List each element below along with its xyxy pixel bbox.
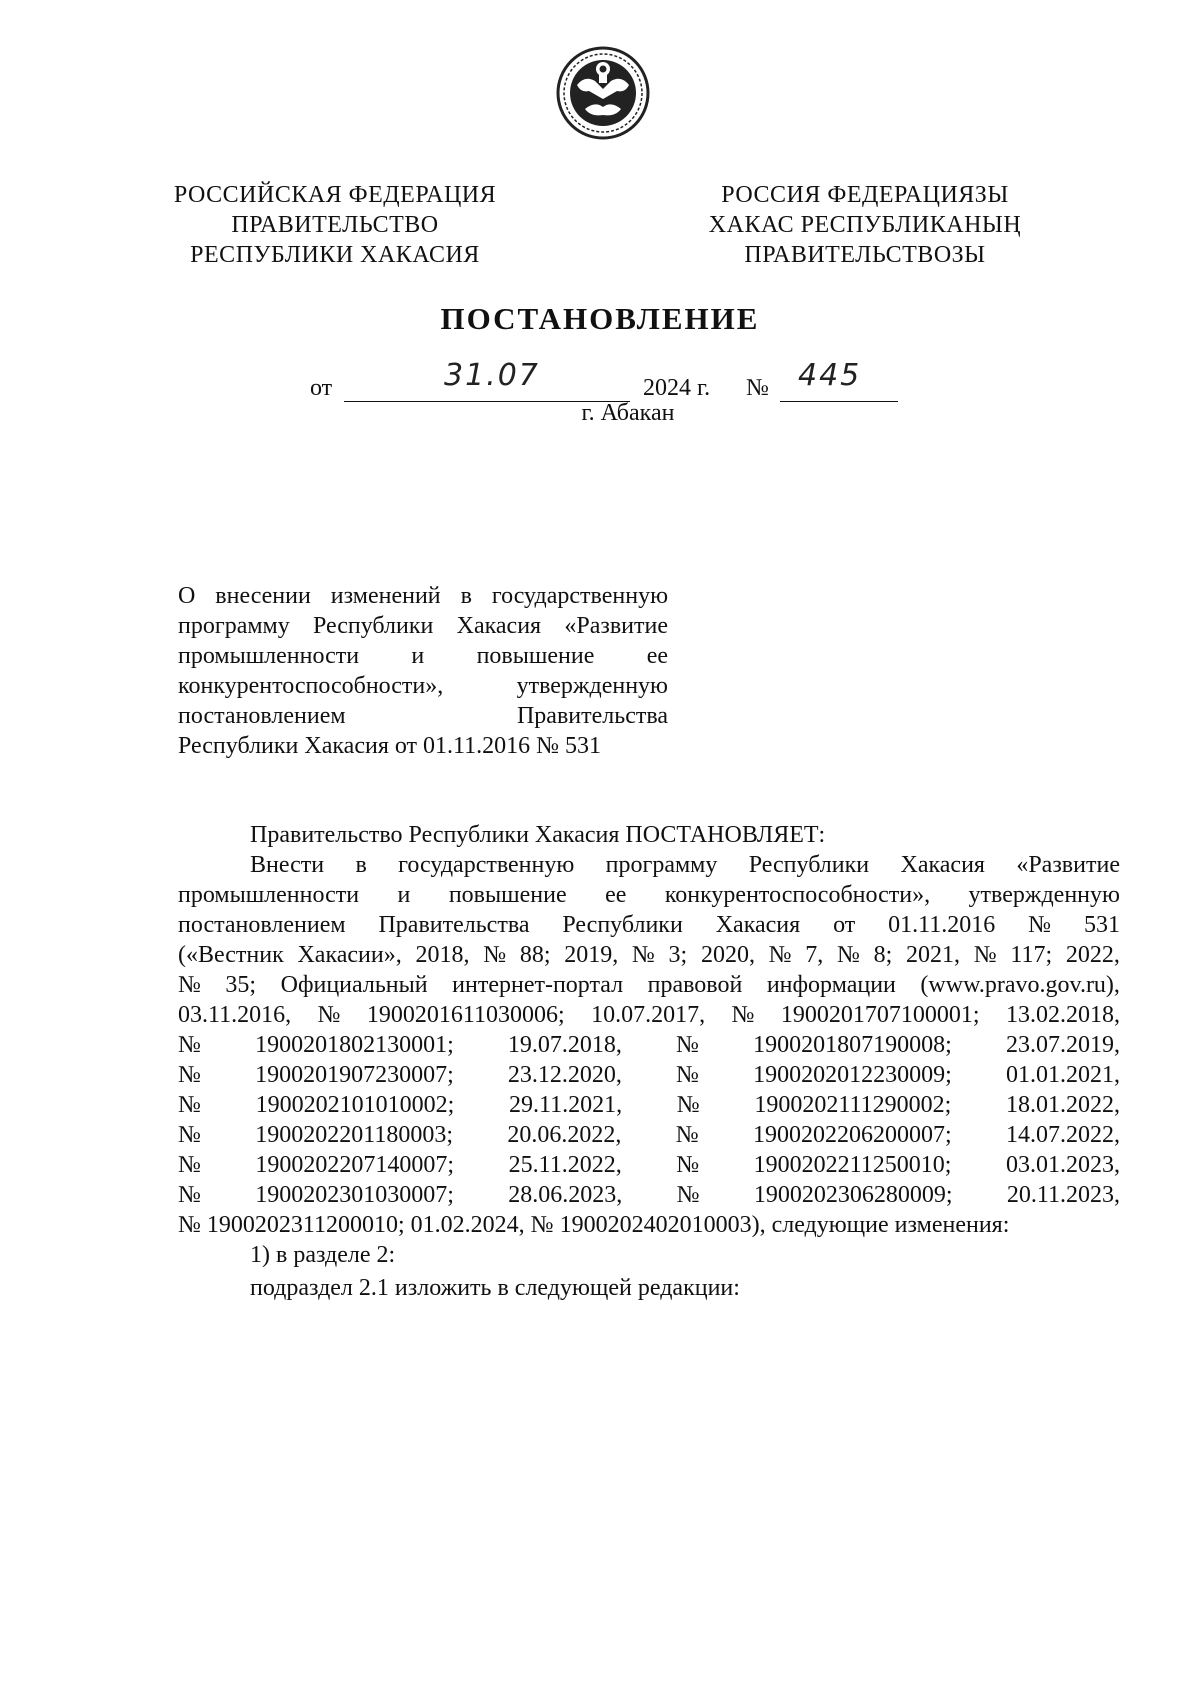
word: 3;: [668, 942, 688, 968]
list-item-2: подраздел 2.1 изложить в следующей редакции:: [250, 1275, 740, 1301]
number-sign: №: [746, 375, 769, 401]
word: 1900202111290002;: [754, 1092, 952, 1118]
body-line: [178, 970, 1120, 1000]
issuer-header-russian: [135, 180, 535, 270]
word: 18.01.2022,: [1006, 1092, 1120, 1118]
word: 20.11.2023,: [1006, 1182, 1120, 1208]
body-line: [178, 1180, 1120, 1210]
word: №: [675, 1122, 699, 1148]
word: внесении: [215, 583, 311, 609]
word: №: [178, 1092, 201, 1118]
body-line: [178, 940, 1120, 970]
word: 23.12.2020,: [507, 1062, 622, 1088]
header-line: ПРАВИТЕЛЬСТВО: [231, 212, 439, 238]
date-prefix: от: [310, 375, 333, 401]
word: Правительства: [516, 703, 668, 729]
word: 1900202301030007;: [255, 1182, 454, 1208]
word: информации: [766, 972, 896, 998]
body-line: [178, 1150, 1120, 1180]
word: 20.06.2022,: [507, 1122, 622, 1148]
body-line: [178, 880, 1120, 910]
subject-line: Республики Хакасия от 01.11.2016 № 531: [178, 733, 602, 759]
header-line: ХАКАС РЕСПУБЛИКАНЫҢ: [708, 212, 1022, 238]
word: 25.11.2022,: [508, 1152, 622, 1178]
word: постановлением: [178, 703, 346, 729]
word: 03.01.2023,: [1005, 1152, 1120, 1178]
word: от: [833, 912, 856, 938]
word: 1900201807190008;: [753, 1032, 952, 1058]
word: 28.06.2023,: [508, 1182, 623, 1208]
word: 14.07.2022,: [1005, 1122, 1120, 1148]
word: в: [355, 852, 367, 878]
word: постановлением: [178, 912, 346, 938]
word: 01.01.2021,: [1005, 1062, 1120, 1088]
number-field: [780, 358, 898, 402]
word: 1900202207140007;: [255, 1152, 455, 1178]
word: №: [178, 1122, 201, 1148]
word: государственную: [398, 852, 575, 878]
word: 2019,: [564, 942, 619, 968]
word: №: [317, 1002, 341, 1028]
word: правовой: [647, 972, 743, 998]
word: 2020,: [700, 942, 755, 968]
word: 2022,: [1065, 942, 1120, 968]
body-line: [178, 850, 1120, 880]
word: №: [837, 942, 860, 968]
word: (www.pravo.gov.ru),: [920, 972, 1120, 998]
word: 7,: [805, 942, 824, 968]
word: 10.07.2017,: [591, 1002, 706, 1028]
word: 2021,: [906, 942, 961, 968]
word: «Развитие: [564, 613, 668, 639]
word: государственную: [491, 583, 668, 609]
word: ее: [605, 882, 627, 908]
header-line: ПРАВИТЕЛЬСТВОЗЫ: [744, 242, 986, 268]
body-line: [178, 1060, 1120, 1090]
word: №: [178, 1152, 201, 1178]
issuer-header-khakas: [665, 180, 1065, 270]
date-field: [344, 358, 630, 402]
header-line: РОССИЯ ФЕДЕРАЦИЯЗЫ: [721, 182, 1009, 208]
word: 23.07.2019,: [1005, 1032, 1120, 1058]
word: в: [460, 583, 472, 609]
word: №: [483, 942, 507, 968]
body-line: [178, 1090, 1120, 1120]
city-label: г. Абакан: [581, 400, 675, 426]
word: изменений: [330, 583, 441, 609]
word: 1900202211250010;: [753, 1152, 952, 1178]
word: Хакасии»,: [297, 942, 402, 968]
word: №: [676, 1032, 699, 1058]
word: конкурентоспособности»,: [178, 673, 444, 699]
subject-line: [178, 581, 668, 611]
word: программу: [605, 852, 718, 878]
word: Республики: [312, 613, 434, 639]
word: 29.11.2021,: [508, 1092, 623, 1118]
word: 8;: [873, 942, 893, 968]
subject-line: [178, 641, 668, 671]
word: интернет-портал: [452, 972, 624, 998]
year-label: 2024 г.: [643, 375, 711, 401]
word: №: [676, 1182, 700, 1208]
word: №: [731, 1002, 755, 1028]
header-line: РОССИЙСКАЯ ФЕДЕРАЦИЯ: [173, 182, 497, 208]
word: Официальный: [280, 972, 428, 998]
body-line: [178, 1120, 1120, 1150]
word: повышение: [476, 643, 595, 669]
handwritten-date: 31.07: [444, 358, 540, 393]
word: 1900201802130001;: [255, 1032, 454, 1058]
word: 1900202201180003;: [255, 1122, 454, 1148]
word: ее: [646, 643, 668, 669]
word: 1900201907230007;: [255, 1062, 454, 1088]
body-line: № 1900202311200010; 01.02.2024, № 1900202402010003), следующие изменения:: [178, 1212, 1010, 1238]
word: «Развитие: [1016, 852, 1120, 878]
word: №: [1028, 912, 1052, 938]
word: и: [397, 882, 411, 908]
word: 01.11.2016: [888, 912, 996, 938]
subject-line: [178, 611, 668, 641]
word: 19.07.2018,: [507, 1032, 622, 1058]
word: №: [676, 1092, 700, 1118]
word: №: [178, 1182, 201, 1208]
coat-of-arms-emblem: [555, 45, 651, 141]
word: Хакасия: [456, 613, 542, 639]
word: Республики: [562, 912, 683, 938]
word: 35;: [225, 972, 257, 998]
word: Республики: [748, 852, 870, 878]
word: Хакасия: [715, 912, 801, 938]
word: 1900202206200007;: [752, 1122, 952, 1148]
word: 1900201611030006;: [366, 1002, 565, 1028]
body-line: [178, 1030, 1120, 1060]
word: промышленности: [178, 643, 360, 669]
word: 1900202306280009;: [753, 1182, 953, 1208]
word: программу: [178, 613, 290, 639]
word: 88;: [519, 942, 551, 968]
word: №: [676, 1062, 699, 1088]
word: 03.11.2016,: [178, 1002, 292, 1028]
word: 1900202012230009;: [753, 1062, 952, 1088]
word: №: [676, 1152, 700, 1178]
word: 2018,: [415, 942, 470, 968]
word: №: [768, 942, 792, 968]
word: №: [178, 972, 201, 998]
word: Правительства: [378, 912, 530, 938]
decree-statement: Правительство Республики Хакасия ПОСТАНОВЛЯЕТ:: [250, 822, 826, 848]
word: 531: [1083, 912, 1120, 938]
subject-line: [178, 701, 668, 731]
handwritten-number: 445: [798, 358, 862, 393]
word: промышленности: [178, 882, 360, 908]
word: №: [178, 1062, 201, 1088]
word: №: [631, 942, 655, 968]
word: 13.02.2018,: [1006, 1002, 1120, 1028]
list-item-1: 1) в разделе 2:: [250, 1242, 396, 1268]
document-subject: [178, 581, 668, 761]
document-type-title: ПОСТАНОВЛЕНИЕ: [440, 301, 760, 336]
body-line: [178, 910, 1120, 940]
word: утвержденную: [516, 673, 668, 699]
header-line: РЕСПУБЛИКИ ХАКАСИЯ: [190, 242, 480, 268]
document-body: [178, 850, 1120, 1240]
word: №: [973, 942, 997, 968]
word: повышение: [448, 882, 567, 908]
body-line: [178, 1000, 1120, 1030]
word: утвержденную: [968, 882, 1120, 908]
subject-line: [178, 671, 668, 701]
word: О: [178, 583, 196, 609]
word: Хакасия: [900, 852, 985, 878]
word: Внести: [250, 852, 325, 878]
word: конкурентоспособности»,: [664, 882, 931, 908]
word: («Вестник: [178, 942, 284, 968]
word: 1900202101010002;: [255, 1092, 455, 1118]
word: 1900201707100001;: [780, 1002, 980, 1028]
word: 117;: [1010, 942, 1053, 968]
word: и: [411, 643, 425, 669]
word: №: [178, 1032, 201, 1058]
